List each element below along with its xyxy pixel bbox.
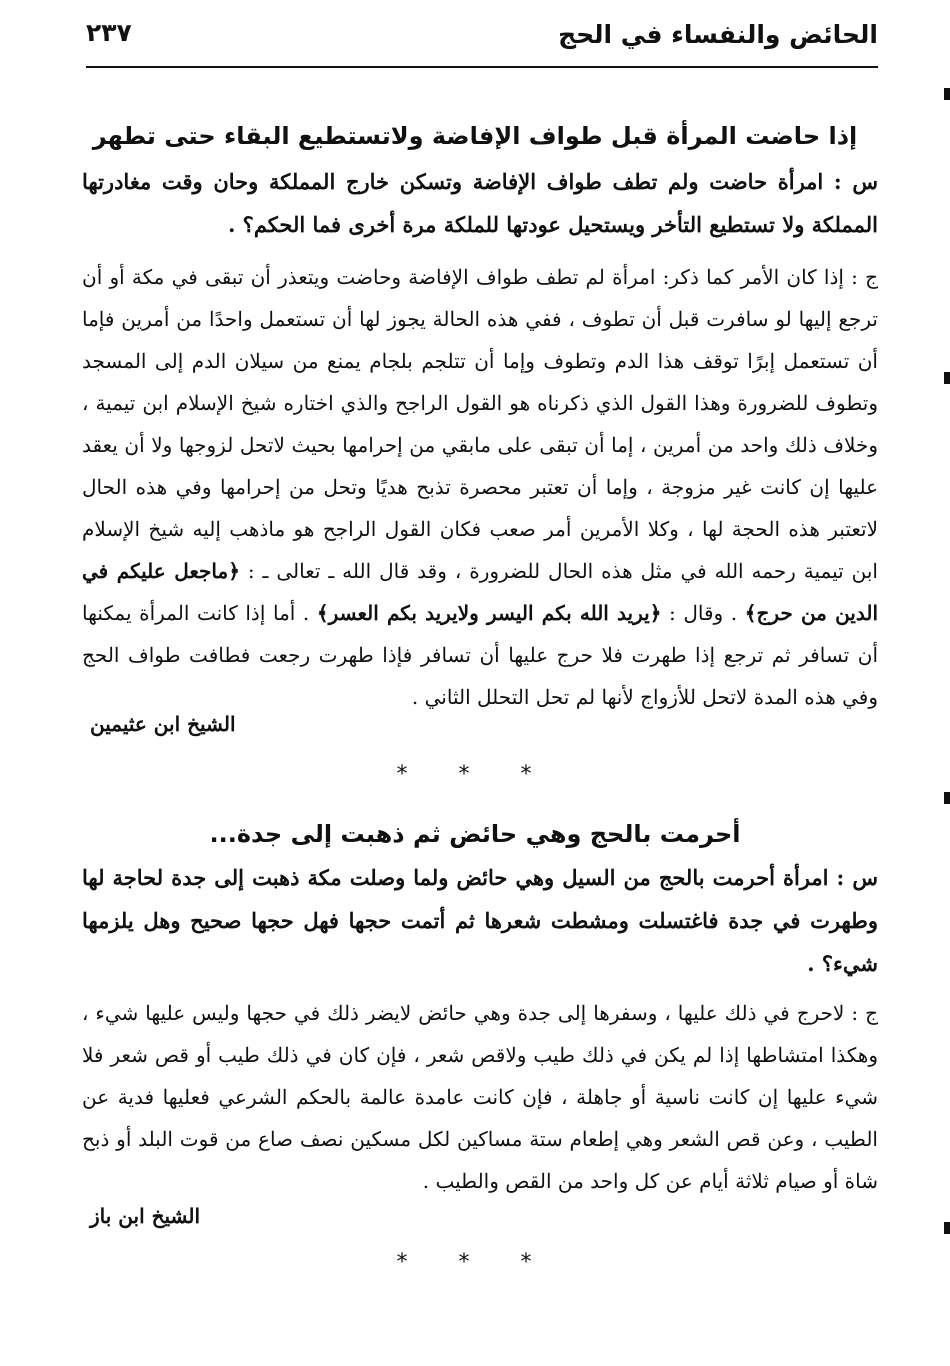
scan-mark — [944, 372, 950, 384]
quran-quote-1: ﴿ماجعل عليكم في الدين من حرج﴾ — [82, 559, 879, 625]
answer-1-part2: . وقال : — [669, 601, 738, 625]
answer-1-part3: . أما إذا كانت المرأة يمكنها أن تسافر ثم ترجع إذا طهرت فلا حرج عليها أن تسافر فإذا طهرت رجعت فطافت طواف الحج وفي هذه المدة لاتحل للأزواج لأنها لم تحل التحلل الثاني . — [82, 601, 878, 709]
page-number: ٢٣٧ — [86, 18, 132, 47]
scan-mark — [944, 1222, 950, 1234]
question-1: س : امرأة حاضت ولم تطف طواف الإفاضة وتسكن خارج المملكة وحان وقت مغادرتها المملكة ولا تستطيع التأخر ويستحيل عودتها للملكة مرة أخرى فما الحكم؟ . — [82, 169, 878, 237]
quran-quote-2: ﴿يريد الله بكم اليسر ولايريد بكم العسر﴾ — [316, 601, 662, 625]
separator-stars-1: * * * — [396, 762, 554, 787]
signature-2: الشيخ ابن باز — [90, 1204, 201, 1228]
answer-1 — [82, 256, 878, 718]
section-title-2: أحرمت بالحج وهي حائض ثم ذهبت إلى جدة... — [209, 820, 741, 848]
signature-1: الشيخ ابن عثيمين — [90, 712, 236, 736]
separator-stars-2: * * * — [396, 1250, 554, 1275]
section-title-1: إذا حاضت المرأة قبل طواف الإفاضة ولاتستطيع البقاء حتى تطهر — [92, 122, 858, 150]
answer-2: ج : لاحرج في ذلك عليها ، وسفرها إلى جدة وهي حائض لايضر ذلك في حجها وليس عليها شيء ، وهكذا امتشاطها إذا لم يكن في ذلك طيب ولاقص شعر ، فإن كان في ذلك طيب أو قص شعر فلا شيء عليها إن كانت ناسية أو جاهلة ، فإن كانت عامدة عالمة بالحكم الشرعي فعليها فدية عن الطيب ، وعن قص الشعر وهي إطعام ستة مساكين لكل مسكين نصف صاع من قوت البلد أو ذبح شاة أو صيام ثلاثة أيام عن كل واحد من القص والطيب . — [82, 1001, 879, 1193]
answer-1-part1: ج : إذا كان الأمر كما ذكر: امرأة لم تطف طواف الإفاضة وحاضت ويتعذر أن تبقى في مكة أو أن ترجع إليها لو سافرت قبل أن تطوف ، ففي هذه الحالة يجوز لها أن تستعمل واحدًا من أمرين فإما أن تستعمل إبرًا توقف هذا الدم وتطوف وإما أن تتلجم بلجام يمنع من سيلان الدم إلى المسجد وتطوف للضرورة وهذا القول الذي ذكرناه هو القول الراجح والذي اختاره شيخ الإسلام ابن تيمية ، وخلاف ذلك واحد من أمرين ، إما أن تبقى على مابقي من إحرامها بحيث لاتحل لزوجها ولا أن يعقد عليها إن كانت غير مزوجة ، وإما أن تعتبر محصرة تذبح هديًا وتحل من إحرامها وفي هذه الحال لاتعتبر هذه الحجة لها ، وكلا الأمرين أمر صعب فكان القول الراجح هو ماذهب إليه شيخ الإسلام ابن تيمية رحمه الله في مثل هذه الحال للضرورة ، وقد قال الله ـ تعالى ـ : — [82, 265, 878, 583]
scan-mark — [944, 792, 950, 804]
scan-mark — [944, 88, 950, 100]
question-2: س : امرأة أحرمت بالحج من السيل وهي حائض ولما وصلت مكة ذهبت إلى جدة لحاجة لها وطهرت في جدة فاغتسلت ومشطت شعرها ثم أتمت حجها فهل حجها صحيح وهل يلزمها شيء؟ . — [82, 865, 878, 976]
page-header — [86, 14, 878, 68]
running-title: الحائض والنفساء في الحج — [558, 20, 878, 49]
